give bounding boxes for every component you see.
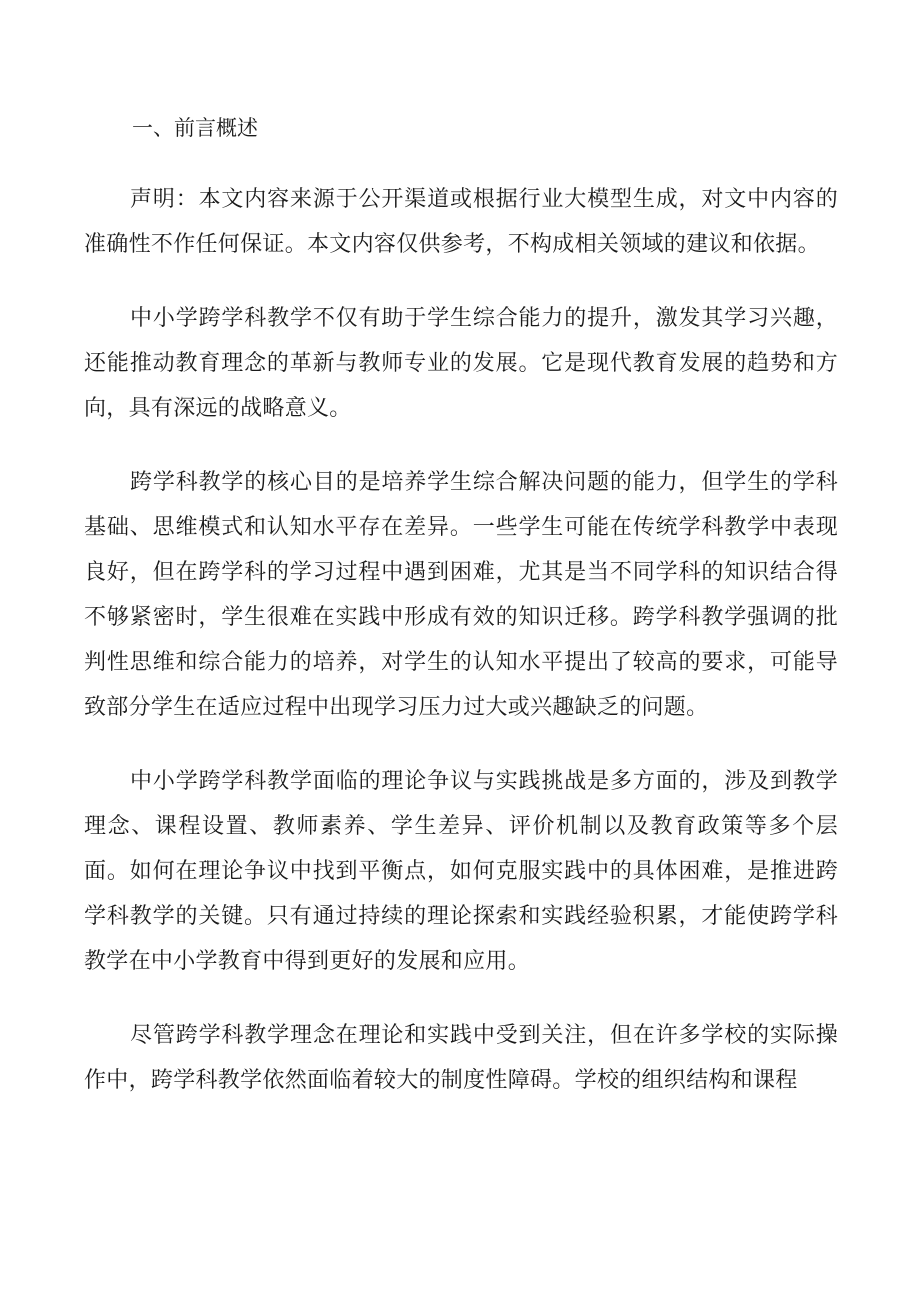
body-paragraph: 尽管跨学科教学理念在理论和实践中受到关注，但在许多学校的实际操作中，跨学科教学依然面临着较大的制度性障碍。学校的组织结构和课程 <box>84 1023 838 1093</box>
body-paragraph: 中小学跨学科教学面临的理论争议与实践挑战是多方面的，涉及到教学理念、课程设置、教师素养、学生差异、评价机制以及教育政策等多个层面。如何在理论争议中找到平衡点，如何克服实践中的具体困难，是推进跨学科教学的关键。只有通过持续的理论探索和实践经验积累，才能使跨学科教学在中小学教育中得到更好的发展和应用。 <box>84 769 838 974</box>
body-paragraph: 中小学跨学科教学不仅有助于学生综合能力的提升，激发其学习兴趣，还能推动教育理念的革新与教师专业的发展。它是现代教育发展的趋势和方向，具有深远的战略意义。 <box>84 306 838 421</box>
disclaimer-paragraph: 声明：本文内容来源于公开渠道或根据行业大模型生成，对文中内容的准确性不作任何保证。本文内容仅供参考，不构成相关领域的建议和依据。 <box>84 187 838 257</box>
section-heading: 一、前言概述 <box>132 116 258 140</box>
body-paragraph: 跨学科教学的核心目的是培养学生综合解决问题的能力，但学生的学科基础、思维模式和认知水平存在差异。一些学生可能在传统学科教学中表现良好，但在跨学科的学习过程中遇到困难，尤其是当不同学科的知识结合得不够紧密时，学生很难在实践中形成有效的知识迁移。跨学科教学强调的批判性思维和综合能力的培养，对学生的认知水平提出了较高的要求，可能导致部分学生在适应过程中出现学习压力过大或兴趣缺乏的问题。 <box>84 470 838 720</box>
